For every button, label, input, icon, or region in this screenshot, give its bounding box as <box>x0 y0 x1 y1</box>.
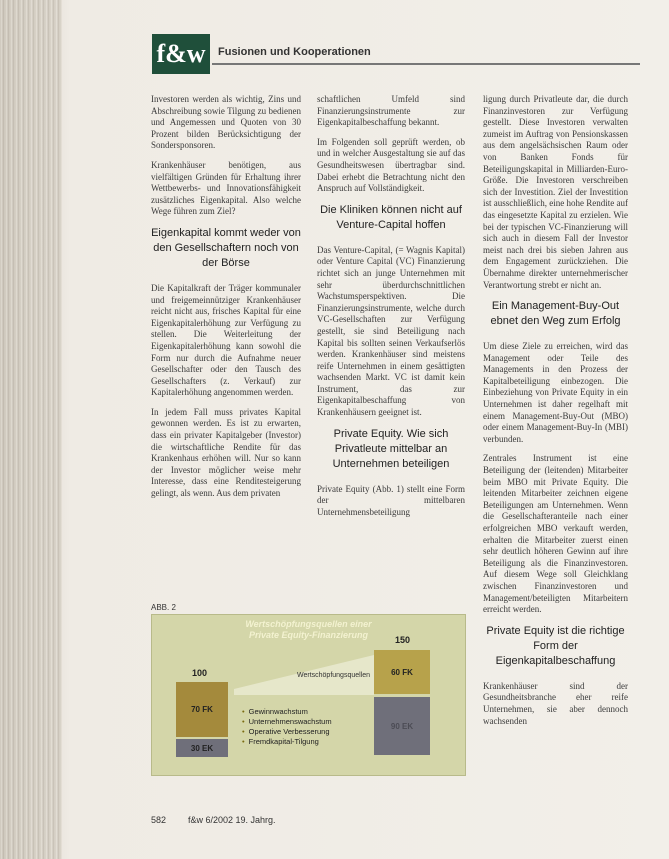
left-fk-bar: 70 FK <box>176 682 228 737</box>
paragraph: Im Folgenden soll geprüft werden, ob und in welcher Ausgestaltung sie auf das Gesundheitswesen übertragbar sind. Dabei erhebt die Betrachtung nicht den Anspruch auf Vollständigkeit. <box>317 136 465 194</box>
subheading: Ein Management-Buy-Out ebnet den Weg zum Erfolg <box>490 300 621 328</box>
paragraph: Krankenhäuser sind der Gesundheitsbranche eher reife Unternehmen, sie aber dennoch wachsenden <box>483 680 628 726</box>
section-title: Fusionen und Kooperationen <box>218 46 371 58</box>
paragraph: Private Equity (Abb. 1) stellt eine Form der mittelbaren Unternehmensbeteiligung <box>317 483 465 517</box>
left-ek-bar: 30 EK <box>176 739 228 757</box>
bullet-item: • Gewinnwachstum <box>242 707 332 717</box>
subheading: Eigenkapital kommt weder von den Gesellschaftern noch von der Börse <box>151 226 301 269</box>
subheading: Die Kliniken können nicht auf Venture-Capital hoffen <box>320 203 462 231</box>
paragraph: Investoren werden als wichtig, Zins und Abschreibung sowie Tilgung zu bedienen und Angemessen und Quoten von 30 Prozent bilden Berücksichtigung der Sondersponsoren. <box>151 94 301 151</box>
text-column-3 <box>483 94 628 735</box>
paragraph: Zentrales Instrument ist eine Beteiligung der (leitenden) Mitarbeiter beim MBO mit Private Equity. Die leitenden Mitarbeiter zeichnen eigene Beteiligungen am Unternehmen. Wenn die Gesellschafteranteile nach einer erfolgreichen MBO verkauft werden, erhalten die Mitarbeiter zuerst einen sehr deutlich höheren Gewinn auf ihre Beteiligung als die Finanzinvestoren. Auf diesem Wege soll Gleichklang zwischen Finanzinvestoren und Management/beteiligten Mitarbeitern erreicht werden. <box>483 453 628 615</box>
book-page-edges <box>0 0 62 859</box>
bullet-item: • Unternehmenswachstum <box>242 717 332 727</box>
figure-title <box>152 619 465 641</box>
right-total: 150 <box>395 635 411 645</box>
bullet-item: • Fremdkapital-Tilgung <box>242 737 332 747</box>
paragraph: ligung durch Privatleute dar, die durch Finanzinvestoren zur Verfügung gestellt. Diese Investoren verwalten zumeist im Auftrag von Pensionskassen aus dem angelsächsischen Raum oder von Banken Fonds für Beteiligungskapital in Milliarden-Euro-Größe. Die Investoren verschreiben sich der Investition. Ziel der Investition ist ausschließlich, eine hohe Rendite auf das eingesetzte Kapital zu erzielen. Wie bei der typischen VC-Finanzierung will sich auch in diesem Fall der Investor meist nach drei bis sieben Jahren aus dem Engagement zurückziehen. Die Übernahme direkter unternehmerischer Verantwortung strebt er nicht an. <box>483 94 628 290</box>
arrow-label: Wertschöpfungsquellen <box>297 672 371 679</box>
subheading: Private Equity. Wie sich Privatleute mittelbar an Unternehmen beteiligen <box>332 427 450 470</box>
bullet-item: • Operative Verbesserung <box>242 727 332 737</box>
figure-title-line-1: Wertschöpfungsquellen einer <box>245 619 372 629</box>
text-column-1 <box>151 94 301 508</box>
paragraph: In jedem Fall muss privates Kapital gewonnen werden. Es ist zu erwarten, dass ein privater Kapitalgeber (Investor) die wirtschaftliche Rendite für das Krankenhaus erhöhen will. Nur so kann der Investor möglicher weise mehr Interesse, dass eine Renditesteigerung gelingt, als wenn. Aus dem privaten <box>151 406 301 499</box>
right-ek-bar: 90 EK <box>374 697 430 755</box>
right-fk-bar: 60 FK <box>374 650 430 694</box>
header-rule <box>212 63 640 65</box>
page-number: 582 <box>151 815 167 825</box>
figure-label: ABB. 2 <box>151 603 176 612</box>
bullet-list <box>242 707 332 747</box>
text-column-2 <box>317 94 465 526</box>
figure-value-creation <box>151 614 466 776</box>
paragraph: Die Kapitalkraft der Träger kommunaler und freigemeinnütziger Krankenhäuser reicht nicht aus, frisches Kapital für eine Eigenkapitalerhöhung zur Verfügung zu stellen. Die Weiterleitung der Eigenkapitalerhöhung kann sowohl die Form nur durch die Aufnahme neuer Gesellschafter oder den Tausch des Gesellschafters (z. Verkauf) zur Kapitalerhöhung angenommen werden. <box>151 282 301 398</box>
paragraph: schaftlichen Umfeld sind Finanzierungsinstrumente zur Eigenkapitalbeschaffung bekannt. <box>317 94 465 128</box>
magazine-logo: f&w <box>152 34 210 74</box>
paragraph: Das Venture-Capital, (= Wagnis Kapital) oder Venture Capital (VC) Finanzierung richtet sich an junge Unternehmen mit sehr überdurchschnittlichen Wachstumsperspektiven. Die Finanzierungsinstrumente, welche durch VC-Gesellschaften zur Verfügung gestellt, sie sind Beteiligung nach Kapital bis sollten seinen Verkaufserlös werden. Krankenhäuser sind meistens reife Unternehmen in einem gesättigten wachsenden Markt. VC ist damit kein Instrument, das zur Eigenkapitalbeschaffung von Krankenhäusern geeignet ist. <box>317 244 465 418</box>
paragraph: Krankenhäuser benötigen, aus vielfältigen Gründen für Erhaltung ihrer Wettbewerbs- und Innovationsfähigkeit zusätzliches Eigenkapital. Also welche Wege führen zum Ziel? <box>151 159 301 217</box>
subheading: Private Equity ist die richtige Form der Eigenkapitalbeschaffung <box>486 624 625 667</box>
paragraph: Um diese Ziele zu erreichen, wird das Management oder Teile des Managements in den Prozess der Kapitalbeteiligung einbezogen. Die Einbeziehung von Private Equity in ein Unternehmen ist daher regelhaft mit einem Management-Buy-Out (MBO) oder einem Management-Buy-In (MBI) verbunden. <box>483 341 628 444</box>
figure-title-line-2: Private Equity-Finanzierung <box>248 630 369 640</box>
issue-info: f&w 6/2002 19. Jahrg. <box>188 815 276 825</box>
left-total: 100 <box>192 668 208 678</box>
